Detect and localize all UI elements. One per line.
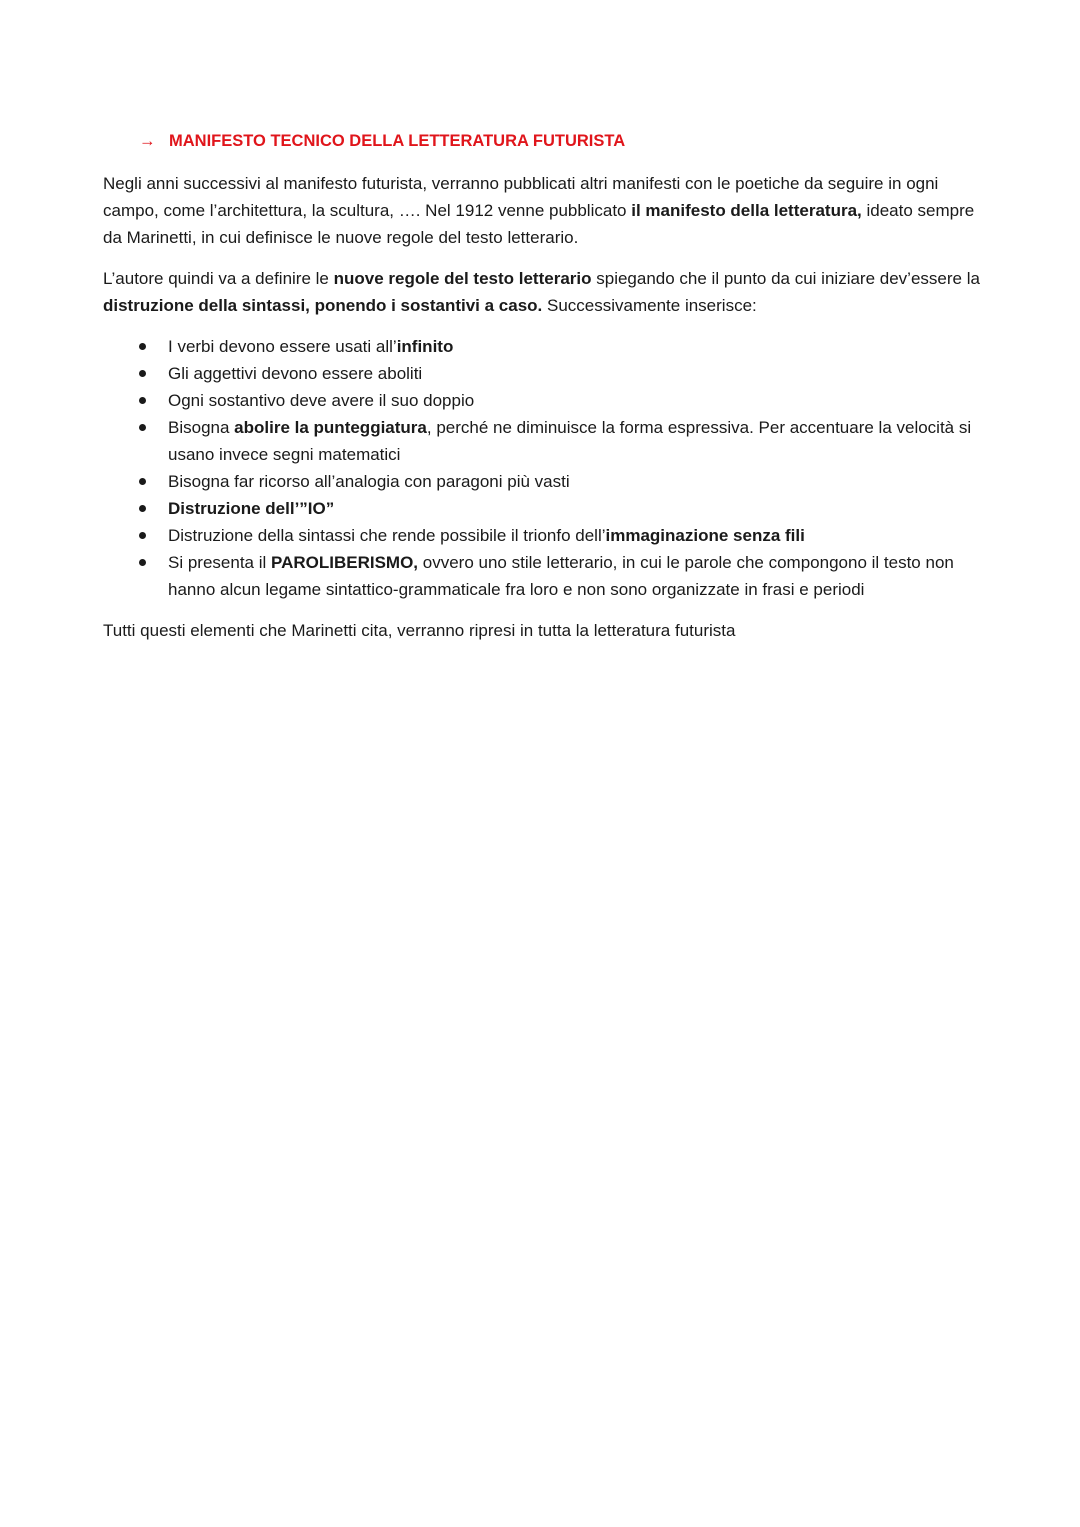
bullet-icon — [139, 532, 146, 539]
list-item: Gli aggettivi devono essere aboliti — [103, 360, 983, 387]
heading-title: MANIFESTO TECNICO DELLA LETTERATURA FUTURISTA — [169, 132, 626, 150]
rules-list — [103, 333, 983, 603]
paragraph-text: spiegando che il punto da cui iniziare dev’essere la — [591, 269, 980, 288]
list-item: Si presenta il PAROLIBERISMO, ovvero uno stile letterario, in cui le parole che compongono il testo non hanno alcun legame sintattico-grammaticale fra loro e non sono organizzate in frasi e periodi — [103, 549, 983, 603]
paragraph-intro — [103, 170, 983, 251]
document-body — [103, 128, 983, 658]
list-item: Distruzione dell’”IO” — [103, 495, 983, 522]
paragraph-text: Successivamente inserisce: — [542, 296, 757, 315]
list-item: Distruzione della sintassi che rende possibile il trionfo dell’immaginazione senza fili — [103, 522, 983, 549]
paragraph-text: Negli anni successivi al manifesto futurista, verranno pubblicati altri manifesti con le poetiche da seguire in ogni campo, come l’architettura, la scultura, …. Nel 1912 venne pubblicato — [103, 174, 939, 220]
arrow-right-icon: → — [139, 132, 156, 150]
bullet-icon — [139, 478, 146, 485]
paragraph-bold-text: distruzione della sintassi, ponendo i sostantivi a caso. — [103, 296, 543, 315]
paragraph-text: ideato sempre da Marinetti, in cui definisce le nuove regole del testo letterario. — [103, 201, 975, 247]
section-heading — [139, 128, 983, 155]
paragraph-conclusion: Tutti questi elementi che Marinetti cita, verranno ripresi in tutta la letteratura futurista — [103, 621, 736, 640]
bullet-icon — [139, 343, 146, 350]
paragraph-bold-text: nuove regole del testo letterario — [333, 269, 592, 288]
list-item: Ogni sostantivo deve avere il suo doppio — [103, 387, 983, 414]
bullet-icon — [139, 559, 146, 566]
bullet-icon — [139, 397, 146, 404]
bullet-icon — [139, 424, 146, 431]
list-item: Bisogna abolire la punteggiatura, perché ne diminuisce la forma espressiva. Per accentuare la velocità si usano invece segni matematici — [103, 414, 983, 468]
bullet-icon — [139, 370, 146, 377]
paragraph-rules — [103, 265, 983, 319]
list-item: Bisogna far ricorso all’analogia con paragoni più vasti — [103, 468, 983, 495]
paragraph-bold-text: il manifesto della letteratura, — [631, 201, 862, 220]
list-item: I verbi devono essere usati all’infinito — [103, 333, 983, 360]
bullet-icon — [139, 505, 146, 512]
paragraph-text: L’autore quindi va a definire le — [103, 269, 334, 288]
